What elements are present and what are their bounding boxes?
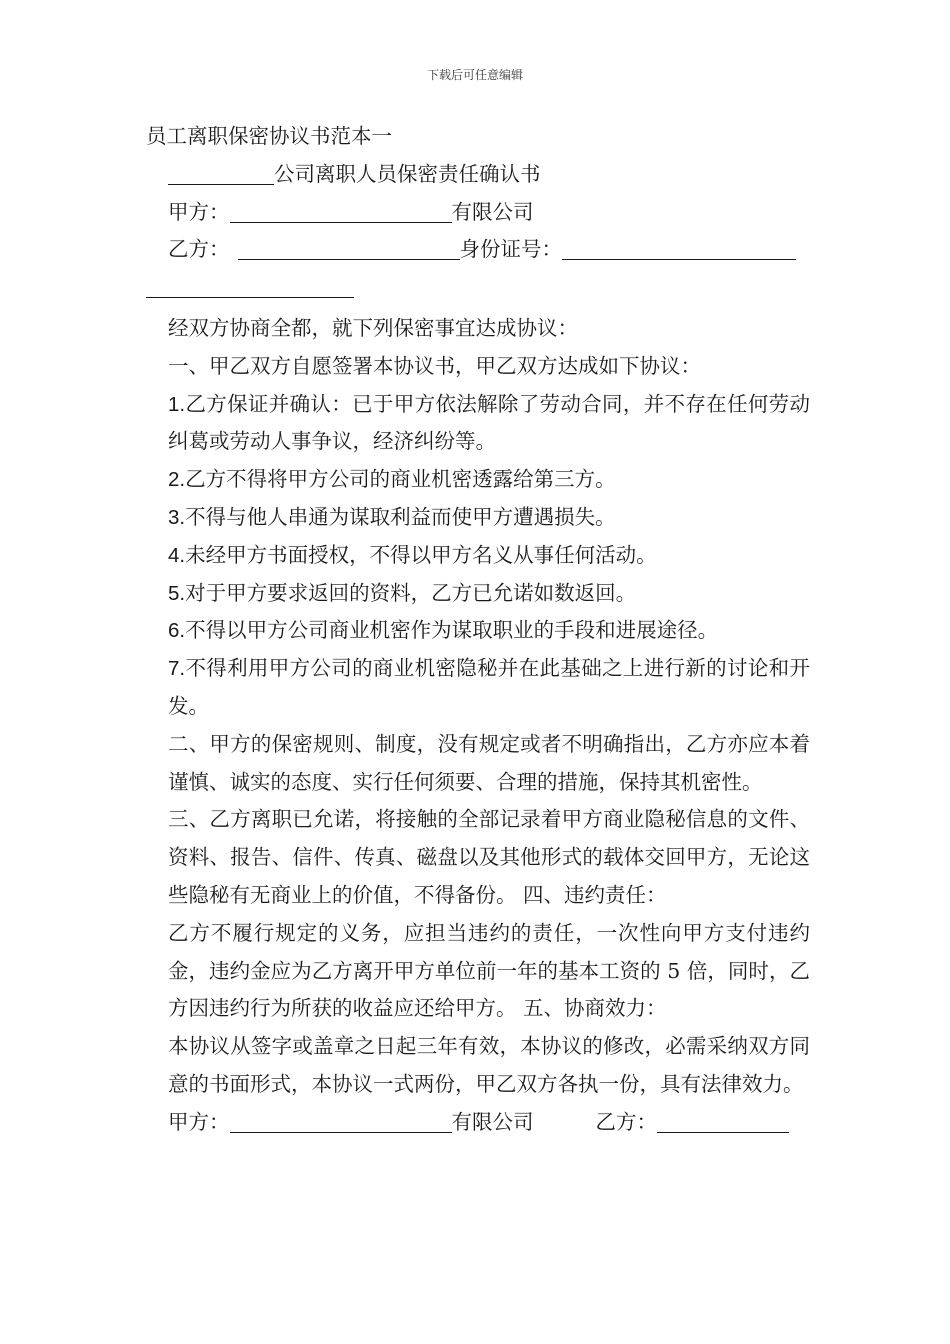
sign-b-blank[interactable] xyxy=(657,1108,789,1133)
party-b-blank[interactable] xyxy=(238,235,460,260)
section1-heading: 一、甲乙双方自愿签署本协议书，甲乙双方达成如下协议： xyxy=(168,353,701,378)
section5-paragraph: 本协议从签字或盖章之日起三年有效，本协议的修改，必需采纳双方同意的书面形式，本协议一式两份，甲乙双方各执一份，具有法律效力。 xyxy=(168,1034,810,1096)
document-title: 员工离职保密协议书范本一 xyxy=(146,124,392,148)
list-item: 2.乙方不得将甲方公司的商业机密透露给第三方。 xyxy=(168,467,616,492)
subtitle-text: 公司离职人员保密责任确认书 xyxy=(274,161,541,186)
id-number-blank[interactable] xyxy=(562,235,796,260)
signature-line xyxy=(146,1104,810,1142)
list-item: 3.不得与他人串通为谋取利益而使甲方遭遇损失。 xyxy=(168,504,616,529)
id-number-blank-2[interactable] xyxy=(146,273,354,298)
header-note: 下载后可任意编辑 xyxy=(426,68,523,82)
id-number-continuation xyxy=(146,269,810,307)
party-b-line xyxy=(146,231,810,269)
list-item: 5.对于甲方要求返回的资料，乙方已允诺如数返回。 xyxy=(168,580,637,605)
party-a-line xyxy=(146,194,810,232)
party-a-suffix: 有限公司 xyxy=(451,199,534,224)
party-a-blank[interactable] xyxy=(230,198,452,223)
subtitle-line xyxy=(146,156,810,194)
section3-paragraph: 三、乙方离职已允诺，将接触的全部记录着甲方商业隐秘信息的文件、资料、报告、信件、传真、磁盘以及其他形式的载体交回甲方，无论这些隐秘有无商业上的价值，不得备份。 四、违约责任： xyxy=(168,807,810,907)
section4-paragraph: 乙方不履行规定的义务，应担当违约的责任，一次性向甲方支付违约金，违约金应为乙方离开甲方单位前一年的基本工资的 5 倍，同时，乙方因违约行为所获的收益应还给甲方。 五、协商效力： xyxy=(168,920,810,1021)
list-item: 7.不得利用甲方公司的商业机密隐秘并在此基础之上进行新的讨论和开发。 xyxy=(168,656,810,718)
party-b-label: 乙方： xyxy=(168,237,230,262)
party-a-label: 甲方： xyxy=(168,199,230,224)
intro-line: 经双方协商全都，就下列保密事宜达成协议： xyxy=(168,315,578,340)
sign-b-label: 乙方： xyxy=(595,1109,657,1134)
sign-a-label: 甲方： xyxy=(168,1109,230,1134)
sign-a-blank[interactable] xyxy=(230,1108,452,1133)
section2-paragraph: 二、甲方的保密规则、制度，没有规定或者不明确指出，乙方亦应本着谨慎、诚实的态度、实行任何须要、合理的措施，保持其机密性。 xyxy=(168,731,810,794)
list-item: 1.乙方保证并确认：已于甲方依法解除了劳动合同，并不存在任何劳动纠葛或劳动人事争议，经济纠纷等。 xyxy=(168,391,810,454)
sign-a-suffix: 有限公司 xyxy=(451,1109,534,1134)
document-body xyxy=(146,118,810,1142)
list-item: 4.未经甲方书面授权，不得以甲方名义从事任何活动。 xyxy=(168,542,657,567)
id-label: 身份证号： xyxy=(459,237,562,262)
list-item: 6.不得以甲方公司商业机密作为谋取职业的手段和进展途径。 xyxy=(168,618,719,643)
company-name-blank[interactable] xyxy=(168,160,274,185)
